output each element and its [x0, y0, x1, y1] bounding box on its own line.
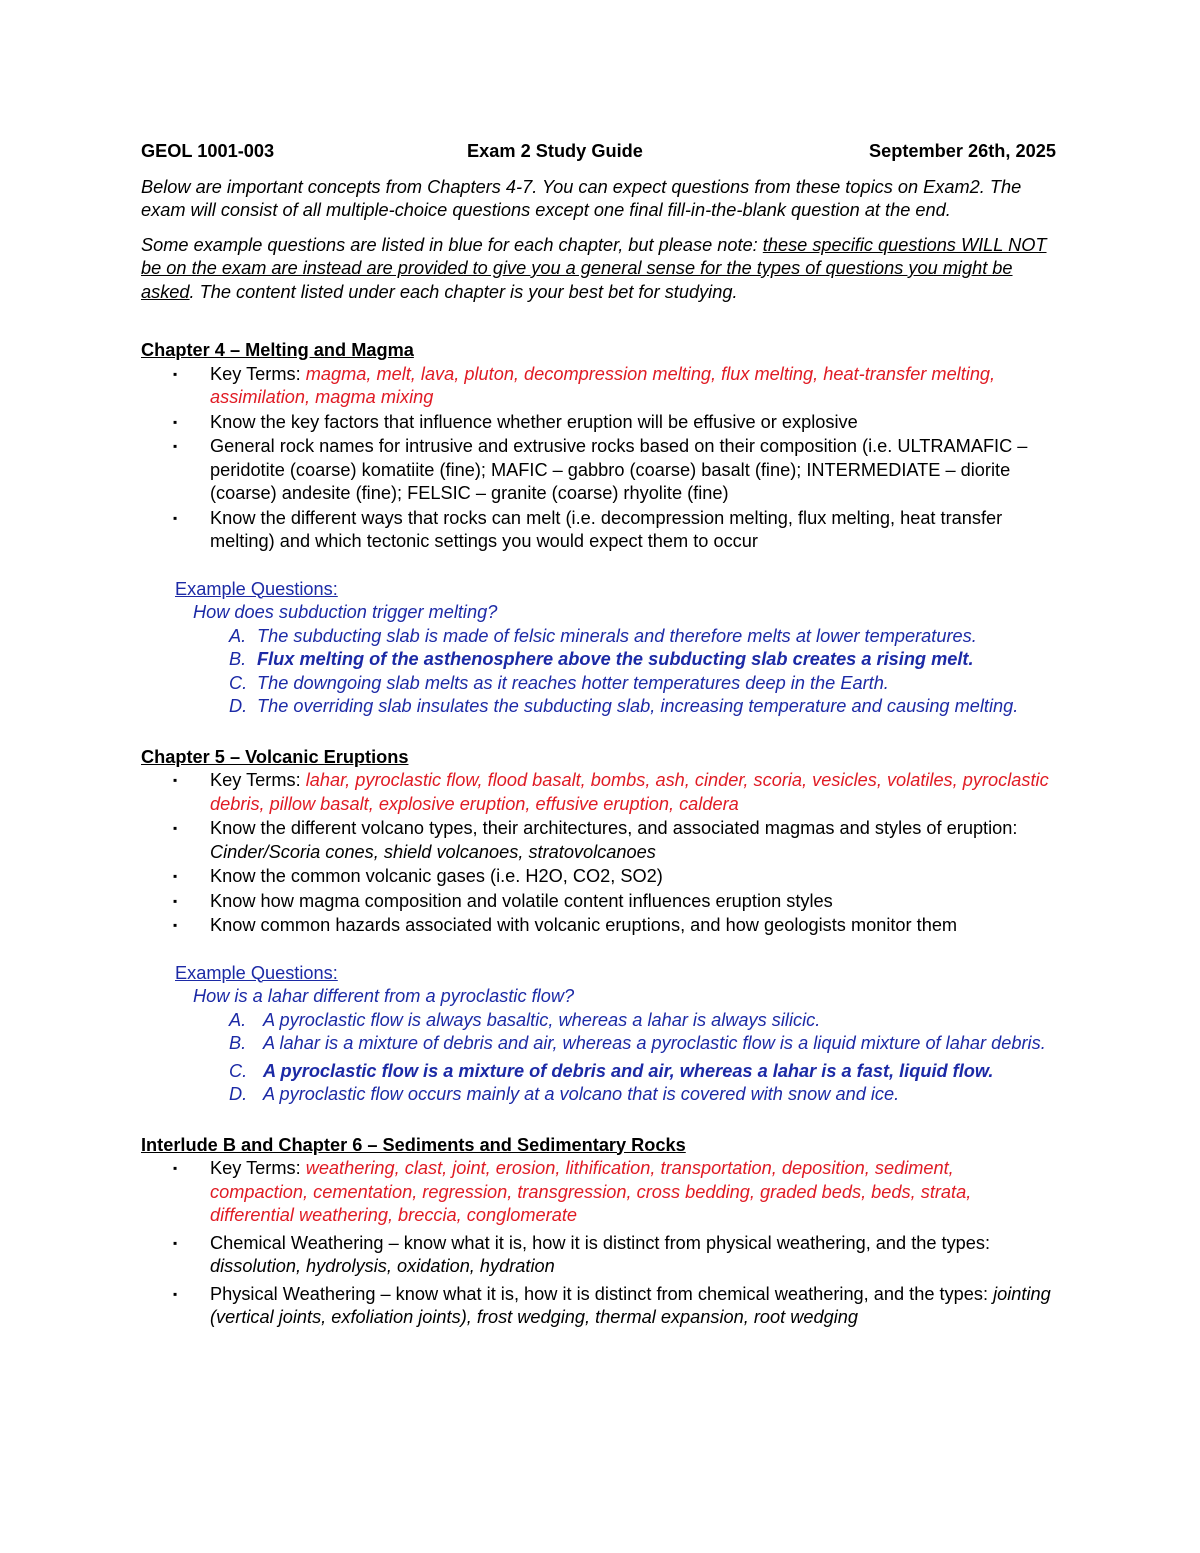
option-text: The downgoing slab melts as it reaches hotter temperatures deep in the Earth.	[257, 672, 889, 693]
option-letter: B.	[229, 649, 247, 669]
list-item	[141, 1157, 1056, 1228]
note-paragraph	[141, 234, 1056, 305]
example-questions-title: Example Questions:	[175, 962, 338, 983]
answer-option	[175, 1032, 1056, 1056]
option-text: The overriding slab insulates the subducting slab, increasing temperature and causing melting.	[257, 696, 1019, 716]
answer-options	[175, 1009, 1056, 1107]
bullet-italic: Cinder/Scoria cones, shield volcanoes, stratovolcanoes	[210, 841, 656, 862]
option-text: The subducting slab is made of felsic minerals and therefore melts at lower temperatures.	[257, 625, 977, 646]
key-terms: lahar, pyroclastic flow, flood basalt, bombs, ash, cinder, scoria, vesicles, volatiles, pyroclastic debris, pillow basalt, explosive eruption, effusive eruption, caldera	[210, 770, 1049, 814]
option-letter: A.	[229, 625, 247, 646]
option-text: A pyroclastic flow is always basaltic, whereas a lahar is always silicic.	[263, 1009, 821, 1030]
option-letter: C.	[229, 672, 248, 693]
answer-option	[175, 672, 1056, 696]
list-item	[141, 769, 1056, 816]
document-title: Exam 2 Study Guide	[467, 141, 643, 161]
answer-options	[175, 625, 1056, 719]
option-text: A pyroclastic flow is a mixture of debris and air, whereas a lahar is a fast, liquid flow.	[263, 1060, 994, 1081]
bullet-text: Physical Weathering – know what it is, how it is distinct from chemical weathering, and the types:	[210, 1283, 994, 1304]
chapter-5-title: Chapter 5 – Volcanic Eruptions	[141, 746, 409, 767]
list-item	[141, 1283, 1056, 1330]
chapter-6-section	[141, 1134, 1056, 1330]
example-questions-title: Example Questions:	[175, 578, 338, 599]
list-item: ▪ General rock names for intrusive and extrusive rocks based on their composition (i.e. ULTRAMAFIC – peridotite (coarse) komatiite (fine); MAFIC – gabbro (coarse) basalt (fine); INTERMEDIATE – diorite (coarse) andesite (fine); FELSIC – granite (coarse) rhyolite (fine)	[141, 435, 1056, 506]
note-text-a: Some example questions are listed in blue for each chapter, but please note:	[141, 234, 763, 255]
course-code: GEOL 1001-003	[141, 141, 275, 161]
document-header	[141, 140, 1056, 164]
option-text: A pyroclastic flow occurs mainly at a volcano that is covered with snow and ice.	[263, 1084, 900, 1104]
chapter-5-example-questions	[175, 962, 1056, 1107]
chapter-4-list	[141, 363, 1056, 554]
bullet-italic: dissolution, hydrolysis, oxidation, hydration	[210, 1256, 555, 1276]
answer-option	[175, 1083, 1056, 1107]
list-item: ▪ Know the key factors that influence whether eruption will be effusive or explosive	[141, 411, 1056, 435]
bullet-text: Chemical Weathering – know what it is, how it is distinct from physical weathering, and the types:	[210, 1232, 991, 1253]
chapter-5-list	[141, 769, 1056, 938]
list-item	[141, 817, 1056, 864]
key-terms: magma, melt, lava, pluton, decompression melting, flux melting, heat-transfer melting, assimilation, magma mixing	[210, 363, 996, 407]
option-letter: D.	[229, 696, 248, 716]
list-item: ▪ Know the different ways that rocks can melt (i.e. decompression melting, flux melting, heat transfer melting) and which tectonic settings you would expect them to occur	[141, 507, 1056, 554]
answer-option-correct	[175, 648, 1056, 672]
chapter-4-title: Chapter 4 – Melting and Magma	[141, 340, 414, 360]
option-letter: A.	[229, 1009, 247, 1030]
chapter-4-example-questions	[175, 578, 1056, 719]
answer-option-correct	[175, 1060, 1056, 1084]
study-guide-page	[141, 140, 1056, 1331]
option-letter: C.	[229, 1060, 248, 1081]
note-text-b: . The content listed under each chapter is your best bet for studying.	[189, 281, 738, 302]
bullet-italic: jointing (vertical joints, exfoliation joints), frost wedging, thermal expansion, root wedging	[210, 1283, 1051, 1327]
note-underlined: these specific questions WILL NOT be on the exam are instead are provided to give you a general sense for the types of questions you might be asked	[141, 234, 1047, 302]
list-item: ▪ Know the common volcanic gases (i.e. H2O, CO2, SO2)	[141, 865, 1056, 889]
option-text: Flux melting of the asthenosphere above the subducting slab creates a rising melt.	[257, 649, 974, 669]
list-item: ▪ Know how magma composition and volatile content influences eruption styles	[141, 890, 1056, 914]
example-question: How is a lahar different from a pyroclastic flow?	[193, 986, 575, 1006]
intro-paragraph: Below are important concepts from Chapters 4-7. You can expect questions from these topics on Exam2. The exam will consist of all multiple-choice questions except one final fill-in-the-blank question at the end.	[141, 176, 1022, 220]
chapter-6-title: Interlude B and Chapter 6 – Sediments and Sedimentary Rocks	[141, 1134, 686, 1155]
answer-option	[175, 695, 1056, 719]
key-terms-label: Key Terms:	[210, 1158, 306, 1178]
example-question: How does subduction trigger melting?	[193, 602, 498, 622]
bullet-text: Know the different volcano types, their architectures, and associated magmas and styles of eruption:	[210, 818, 1018, 838]
list-item	[141, 1232, 1056, 1279]
list-item	[141, 363, 1056, 410]
answer-option	[175, 625, 1056, 649]
list-item: ▪ Know common hazards associated with volcanic eruptions, and how geologists monitor them	[141, 914, 1056, 938]
option-letter: D.	[229, 1084, 248, 1104]
chapter-6-list	[141, 1157, 1056, 1330]
option-text: A lahar is a mixture of debris and air, whereas a pyroclastic flow is a liquid mixture of lahar debris.	[263, 1033, 1046, 1053]
chapter-5-section	[141, 746, 1056, 1107]
option-letter: B.	[229, 1033, 247, 1053]
document-date: September 26th, 2025	[868, 141, 1056, 161]
answer-option	[175, 1009, 1056, 1033]
key-terms-label: Key Terms:	[210, 770, 306, 790]
key-terms: weathering, clast, joint, erosion, lithification, transportation, deposition, sediment, compaction, cementation, regression, transgression, cross bedding, graded beds, beds, strata, differential weathering, breccia, conglomerate	[210, 1158, 972, 1225]
chapter-4-section	[141, 339, 1056, 719]
key-terms-label: Key Terms:	[210, 363, 306, 384]
